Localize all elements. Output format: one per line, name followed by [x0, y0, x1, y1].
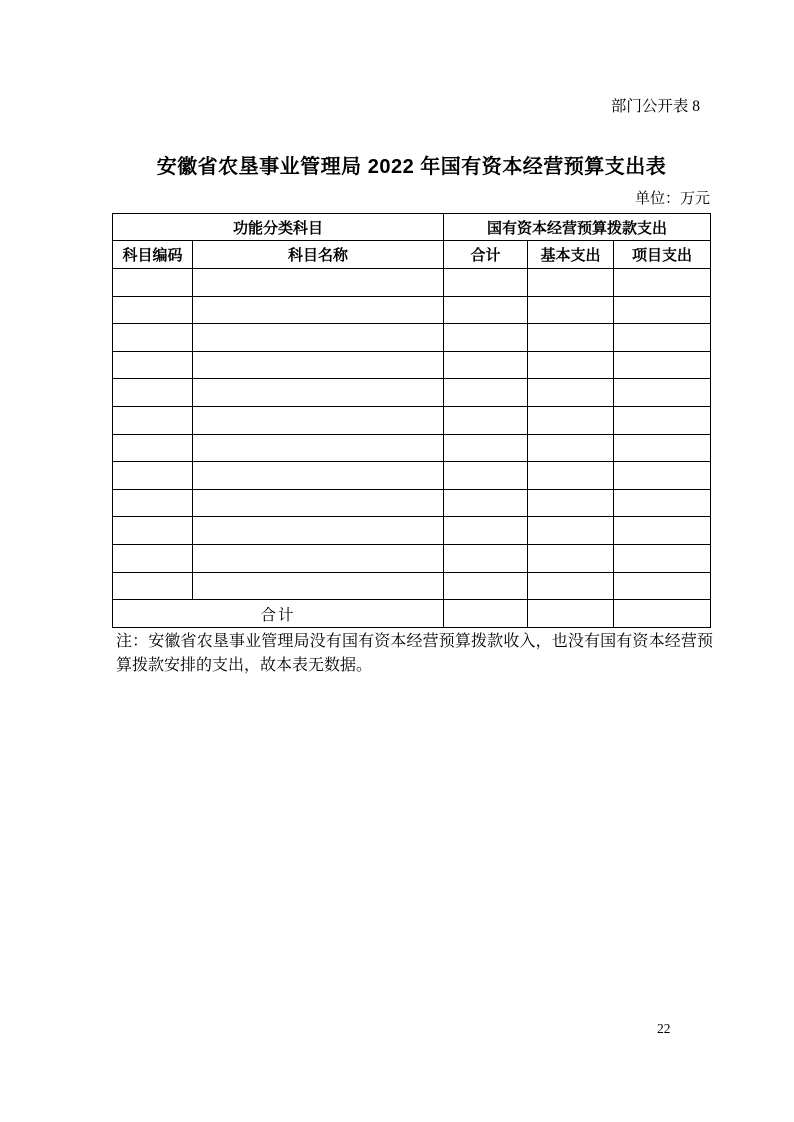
empty-cell	[444, 296, 528, 324]
empty-cell	[113, 406, 193, 434]
empty-cell	[444, 351, 528, 379]
empty-cell	[444, 434, 528, 462]
empty-cell	[193, 517, 444, 545]
empty-cell	[528, 489, 614, 517]
empty-cell	[614, 379, 711, 407]
table-row	[113, 489, 711, 517]
empty-cell	[444, 269, 528, 297]
empty-cell	[193, 434, 444, 462]
header-functional-classification: 功能分类科目	[113, 214, 444, 241]
table-row	[113, 572, 711, 600]
unit-label: 单位：万元	[634, 191, 710, 207]
empty-cell	[528, 324, 614, 352]
total-cell-basic-expenditure	[528, 600, 614, 628]
empty-cell	[113, 269, 193, 297]
empty-cell	[193, 269, 444, 297]
table-header	[113, 214, 711, 269]
empty-cell	[614, 296, 711, 324]
empty-cell	[193, 544, 444, 572]
table-row	[113, 544, 711, 572]
empty-cell	[113, 296, 193, 324]
empty-cell	[444, 489, 528, 517]
col-header-total: 合计	[444, 241, 528, 269]
empty-cell	[444, 379, 528, 407]
table-row	[113, 296, 711, 324]
empty-cell	[113, 489, 193, 517]
empty-cell	[614, 351, 711, 379]
empty-cell	[193, 462, 444, 490]
empty-cell	[614, 544, 711, 572]
col-header-basic-expenditure: 基本支出	[528, 241, 614, 269]
budget-table	[112, 213, 711, 628]
total-cell-project-expenditure	[614, 600, 711, 628]
table-row	[113, 379, 711, 407]
table-column-header-row	[113, 241, 711, 269]
empty-cell	[444, 406, 528, 434]
empty-cell	[528, 269, 614, 297]
table-total-row	[113, 600, 711, 628]
col-header-project-expenditure: 项目支出	[614, 241, 711, 269]
empty-cell	[614, 517, 711, 545]
table-row	[113, 434, 711, 462]
note-text: 注：安徽省农垦事业管理局没有国有资本经营预算拨款收入，也没有国有资本经营预算拨款安排的支出，故本表无数据。	[116, 633, 713, 674]
table-body	[113, 269, 711, 600]
col-header-subject-name: 科目名称	[193, 241, 444, 269]
empty-cell	[614, 324, 711, 352]
total-cell-total	[444, 600, 528, 628]
empty-cell	[528, 296, 614, 324]
empty-cell	[113, 572, 193, 600]
empty-cell	[193, 406, 444, 434]
header-state-capital-budget-expenditure: 国有资本经营预算拨款支出	[444, 214, 711, 241]
empty-cell	[193, 351, 444, 379]
table-row	[113, 351, 711, 379]
empty-cell	[528, 379, 614, 407]
page-number: 22	[657, 1021, 671, 1036]
empty-cell	[193, 379, 444, 407]
empty-cell	[193, 489, 444, 517]
table-footer	[113, 600, 711, 628]
empty-cell	[614, 434, 711, 462]
empty-cell	[113, 351, 193, 379]
table-group-header-row	[113, 214, 711, 241]
empty-cell	[113, 517, 193, 545]
empty-cell	[444, 572, 528, 600]
empty-cell	[113, 544, 193, 572]
empty-cell	[193, 296, 444, 324]
empty-cell	[528, 406, 614, 434]
empty-cell	[614, 572, 711, 600]
table-row	[113, 324, 711, 352]
table-row	[113, 269, 711, 297]
col-header-subject-code: 科目编码	[113, 241, 193, 269]
empty-cell	[444, 517, 528, 545]
empty-cell	[528, 434, 614, 462]
empty-cell	[113, 434, 193, 462]
table-row	[113, 406, 711, 434]
table-row	[113, 517, 711, 545]
empty-cell	[614, 489, 711, 517]
empty-cell	[614, 462, 711, 490]
empty-cell	[528, 544, 614, 572]
empty-cell	[528, 351, 614, 379]
empty-cell	[528, 462, 614, 490]
empty-cell	[528, 517, 614, 545]
table-row	[113, 462, 711, 490]
corner-table-label: 部门公开表 8	[610, 98, 700, 115]
empty-cell	[193, 572, 444, 600]
empty-cell	[113, 379, 193, 407]
empty-cell	[444, 544, 528, 572]
empty-cell	[193, 324, 444, 352]
empty-cell	[444, 462, 528, 490]
empty-cell	[614, 269, 711, 297]
empty-cell	[113, 462, 193, 490]
empty-cell	[444, 324, 528, 352]
empty-cell	[614, 406, 711, 434]
page-title: 安徽省农垦事业管理局 2022 年国有资本经营预算支出表	[156, 156, 667, 178]
total-row-label: 合计	[113, 600, 444, 628]
empty-cell	[528, 572, 614, 600]
empty-cell	[113, 324, 193, 352]
